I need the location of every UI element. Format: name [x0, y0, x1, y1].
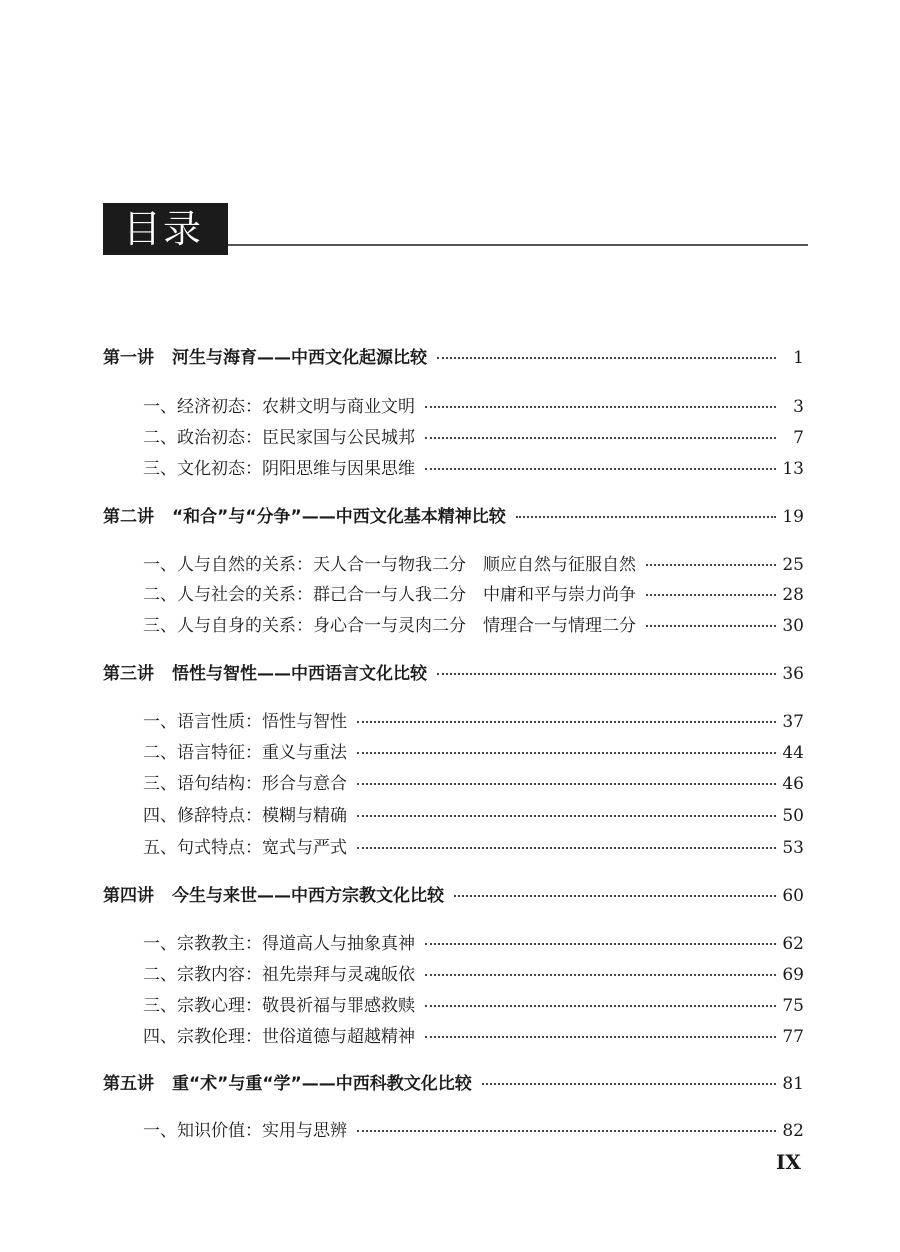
leader-dots [425, 1034, 776, 1038]
chapter-title: 河生与海育——中西文化起源比较 [172, 348, 427, 368]
leader-dots [646, 623, 776, 627]
section-title: 三、人与自身的关系：身心合一与灵肉二分 情理合一与情理二分 [143, 616, 636, 636]
chapter-number: 第三讲 [103, 664, 154, 684]
chapter-entry[interactable] [103, 881, 804, 911]
section-title: 四、宗教伦理：世俗道德与超越精神 [143, 1027, 415, 1047]
leader-dots [425, 1003, 776, 1007]
section-entry[interactable] [143, 960, 804, 990]
page-number: 3 [793, 397, 804, 417]
section-title: 三、宗教心理：敬畏祈福与罪感救赎 [143, 996, 415, 1016]
section-entry[interactable] [143, 392, 804, 422]
section-title: 一、知识价值：实用与思辨 [143, 1121, 347, 1141]
section-entry[interactable] [143, 611, 804, 641]
chapter-title: 重“术”与重“学”——中西科教文化比较 [172, 1074, 472, 1094]
section-entry[interactable] [143, 550, 804, 580]
section-title: 一、人与自然的关系：天人合一与物我二分 顺应自然与征服自然 [143, 555, 636, 575]
page-number: 69 [782, 965, 804, 985]
section-title: 一、经济初态：农耕文明与商业文明 [143, 397, 415, 417]
section-title: 二、人与社会的关系：群己合一与人我二分 中庸和平与崇力尚争 [143, 585, 636, 605]
section-title: 三、文化初态：阴阳思维与因果思维 [143, 459, 415, 479]
chapter-label [103, 659, 427, 689]
leader-dots [482, 1081, 776, 1085]
chapter-entry[interactable] [103, 343, 804, 373]
section-entry[interactable] [143, 769, 804, 799]
leader-dots [437, 355, 776, 359]
section-entry[interactable] [143, 454, 804, 484]
leader-dots [357, 781, 776, 785]
page-number: 46 [782, 774, 804, 794]
section-entry[interactable] [143, 423, 804, 453]
chapter-label [103, 502, 506, 532]
section-title: 一、宗教教主：得道高人与抽象真神 [143, 934, 415, 954]
leader-dots [425, 972, 776, 976]
chapter-label [103, 881, 444, 911]
section-entry[interactable] [143, 738, 804, 768]
chapter-number: 第五讲 [103, 1074, 154, 1094]
chapter-title: 悟性与智性——中西语言文化比较 [172, 664, 427, 684]
leader-dots [437, 671, 776, 675]
page-number: 81 [782, 1074, 804, 1094]
section-entry[interactable] [143, 580, 804, 610]
toc-header [103, 203, 808, 255]
section-title: 二、政治初态：臣民家国与公民城邦 [143, 428, 415, 448]
page-number: 82 [782, 1121, 804, 1141]
chapter-label [103, 343, 427, 373]
chapter-label [103, 1069, 472, 1099]
chapter-entry[interactable] [103, 659, 804, 689]
page-number: 44 [782, 743, 804, 763]
chapter-entry[interactable] [103, 1069, 804, 1099]
section-title: 四、修辞特点：模糊与精确 [143, 806, 347, 826]
page-number: 19 [782, 507, 804, 527]
page-number: 37 [782, 712, 804, 732]
leader-dots [357, 1128, 776, 1132]
page-number: 62 [782, 934, 804, 954]
section-entry[interactable] [143, 1022, 804, 1052]
page-number: 60 [782, 886, 804, 906]
page-number: 30 [782, 616, 804, 636]
folio-page-number: IX [776, 1150, 801, 1174]
leader-dots [425, 941, 776, 945]
section-title: 五、句式特点：宽式与严式 [143, 838, 347, 858]
page-number: 7 [793, 428, 804, 448]
leader-dots [454, 893, 776, 897]
page-number: 36 [782, 664, 804, 684]
page-number: 13 [782, 459, 804, 479]
page-number: 75 [782, 996, 804, 1016]
page-number: 25 [782, 555, 804, 575]
section-title: 三、语句结构：形合与意合 [143, 774, 347, 794]
page-title: 目录 [123, 207, 204, 251]
leader-dots [425, 404, 776, 408]
header-block [103, 203, 228, 255]
leader-dots [357, 845, 776, 849]
section-title: 二、语言特征：重义与重法 [143, 743, 347, 763]
section-title: 二、宗教内容：祖先崇拜与灵魂皈依 [143, 965, 415, 985]
chapter-number: 第四讲 [103, 886, 154, 906]
leader-dots [357, 719, 776, 723]
section-entry[interactable] [143, 991, 804, 1021]
chapter-number: 第二讲 [103, 507, 154, 527]
page-number: 50 [782, 806, 804, 826]
page-number: 28 [782, 585, 804, 605]
section-entry[interactable] [143, 801, 804, 831]
chapter-number: 第一讲 [103, 348, 154, 368]
leader-dots [357, 813, 776, 817]
section-title: 一、语言性质：悟性与智性 [143, 712, 347, 732]
page-number: 1 [793, 348, 804, 368]
leader-dots [646, 562, 776, 566]
chapter-title: 今生与来世——中西方宗教文化比较 [172, 886, 444, 906]
leader-dots [425, 435, 776, 439]
section-entry[interactable] [143, 707, 804, 737]
chapter-entry[interactable] [103, 502, 804, 532]
leader-dots [425, 466, 776, 470]
section-entry[interactable] [143, 1116, 804, 1146]
leader-dots [357, 750, 776, 754]
chapter-title: “和合”与“分争”——中西文化基本精神比较 [172, 507, 506, 527]
page-number: 53 [782, 838, 804, 858]
leader-dots [516, 514, 776, 518]
section-entry[interactable] [143, 833, 804, 863]
section-entry[interactable] [143, 929, 804, 959]
header-rule [228, 244, 808, 246]
leader-dots [646, 592, 776, 596]
page-number: 77 [782, 1027, 804, 1047]
